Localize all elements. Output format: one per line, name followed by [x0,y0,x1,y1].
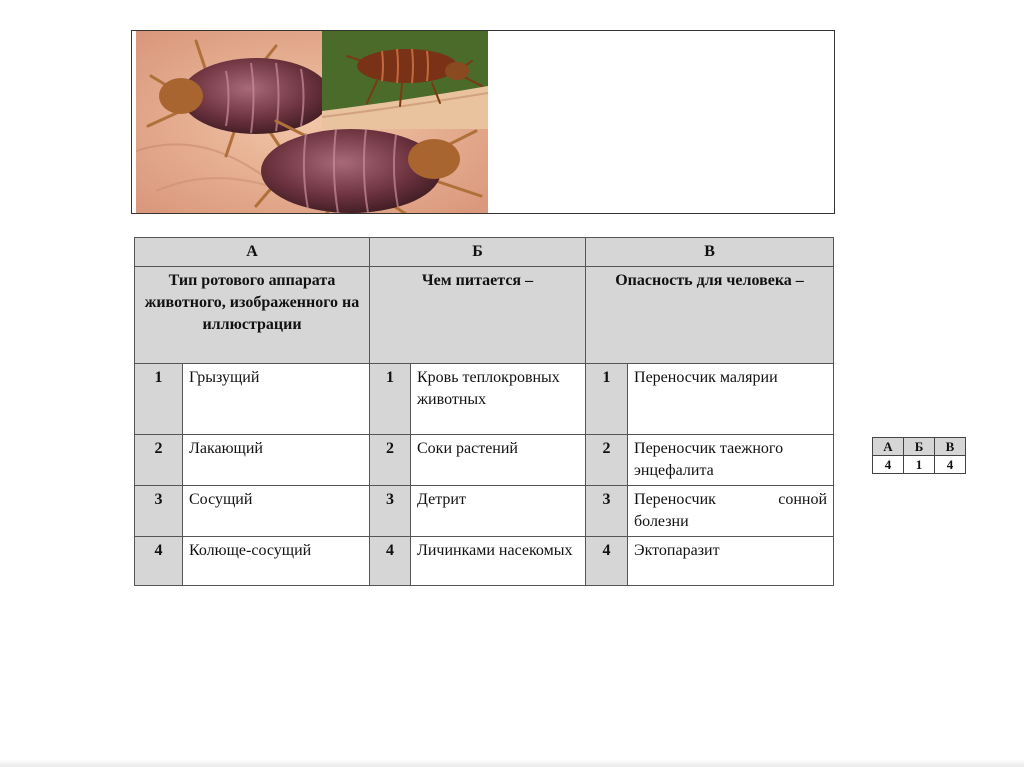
answer-header-b: Б [904,438,935,456]
illustration-frame [131,30,835,214]
table-row [135,486,834,537]
danger-option: Переносчик малярии [628,364,834,435]
option-number: 4 [135,537,183,586]
option-number: 1 [135,364,183,435]
answer-header-row [873,438,966,456]
column-b-title: Чем питается – [370,267,586,364]
slide-bottom-shadow [0,759,1024,767]
answer-table [872,437,966,474]
answer-value-b: 1 [904,456,935,474]
table-row [135,364,834,435]
option-number: 4 [370,537,411,586]
answer-values-row [873,456,966,474]
table-row [135,435,834,486]
column-c-letter: В [586,238,834,267]
header-letters-row [135,238,834,267]
answer-value-c: 4 [935,456,966,474]
task-table [134,237,834,586]
food-option: Соки растений [411,435,586,486]
mouthpart-option: Сосущий [183,486,370,537]
danger-option: Эктопаразит [628,537,834,586]
food-option: Кровь теплокровных животных [411,364,586,435]
food-option: Детрит [411,486,586,537]
danger-option: Переносчик сонной болезни [628,486,834,537]
option-number: 3 [370,486,411,537]
mouthpart-option: Лакающий [183,435,370,486]
answer-header-c: В [935,438,966,456]
column-b-letter: Б [370,238,586,267]
mouthpart-option: Колюще-сосущий [183,537,370,586]
column-a-letter: А [135,238,370,267]
option-number: 4 [586,537,628,586]
option-number: 3 [135,486,183,537]
danger-option: Переносчик таежного энцефалита [628,435,834,486]
bed-bug-on-finger-photo [322,31,488,129]
table-row [135,537,834,586]
option-number: 2 [370,435,411,486]
column-c-title: Опасность для человека – [586,267,834,364]
option-number: 3 [586,486,628,537]
answer-value-a: 4 [873,456,904,474]
food-option: Личинками насекомых [411,537,586,586]
option-number: 1 [370,364,411,435]
mouthpart-option: Грызущий [183,364,370,435]
option-number: 2 [586,435,628,486]
option-number: 2 [135,435,183,486]
answer-header-a: А [873,438,904,456]
option-number: 1 [586,364,628,435]
column-a-title: Тип ротового аппарата животного, изображенного на иллюстрации [135,267,370,364]
header-titles-row [135,267,834,364]
